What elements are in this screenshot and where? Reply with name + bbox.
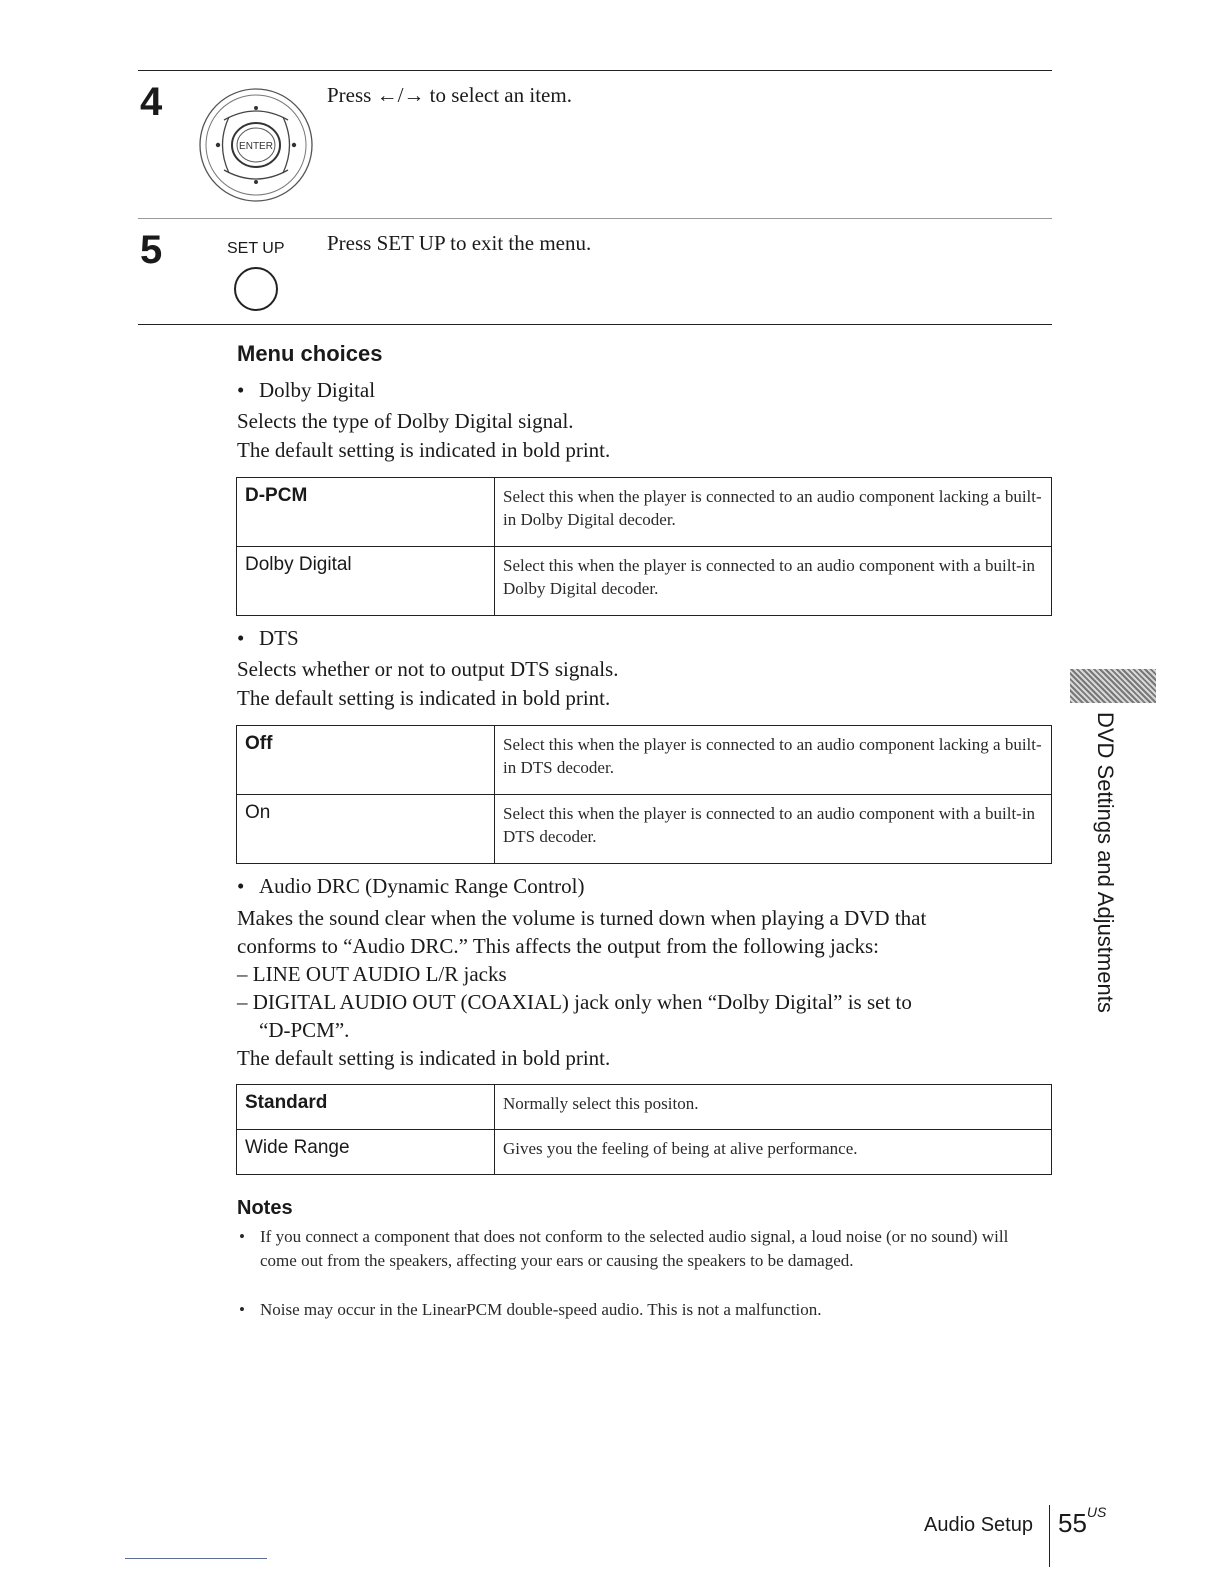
table-row [237,1130,1052,1175]
step-divider [138,218,1052,219]
dolby-bullet: • Dolby Digital [237,378,376,402]
step-4-number: 4 [140,80,163,124]
note-item: • If you connect a component that does not conform to the selected audio signal, a loud noise (or no sound) will come out from the speakers, affecting your ears or causing the speakers to be damaged. [239,1227,1009,1270]
option-name: Off [237,726,495,795]
drc-jack-1: – LINE OUT AUDIO L/R jacks [237,962,507,986]
bottom-margin-line [125,1558,267,1559]
drc-jack-2-cont: “D-PCM”. [259,1018,350,1042]
drc-bullet: • Audio DRC (Dynamic Range Control) [237,874,585,898]
dolby-options-table [236,477,1052,616]
dts-desc: Selects whether or not to output DTS signals. [237,657,619,681]
dts-bullet: • DTS [237,626,299,650]
option-desc: Select this when the player is connected to an audio component lacking a built-in DTS decoder. [495,726,1052,795]
side-tab-marker [1070,669,1156,703]
table-row [237,478,1052,547]
option-desc: Select this when the player is connected to an audio component with a built-in Dolby Digital decoder. [495,547,1052,616]
option-name: D-PCM [237,478,495,547]
option-name: Standard [237,1085,495,1130]
drc-default-note: The default setting is indicated in bold print. [237,1046,611,1070]
table-row [237,547,1052,616]
option-name: Wide Range [237,1130,495,1175]
remote-control-dpad-icon [196,86,316,204]
step-4-text: Press ←/→ to select an item. [327,83,572,107]
drc-jack-2: – DIGITAL AUDIO OUT (COAXIAL) jack only when “Dolby Digital” is set to [237,990,912,1014]
drc-desc-line-2: conforms to “Audio DRC.” This affects the output from the following jacks: [237,934,879,958]
dolby-default-note: The default setting is indicated in bold print. [237,438,611,462]
side-tab-label: DVD Settings and Adjustments [1093,712,1118,1013]
option-desc: Select this when the player is connected to an audio component lacking a built-in Dolby Digital decoder. [495,478,1052,547]
drc-options-table [236,1084,1052,1175]
option-name: On [237,795,495,864]
option-name: Dolby Digital [237,547,495,616]
option-desc: Select this when the player is connected to an audio component with a built-in DTS decoder. [495,795,1052,864]
page-number: $55^{US}$ [1058,1504,1107,1538]
option-desc: Gives you the feeling of being at alive performance. [495,1130,1052,1175]
steps-bottom-rule [138,324,1052,325]
step-5-number: 5 [140,228,163,272]
footer-divider [1049,1505,1050,1567]
dts-default-note: The default setting is indicated in bold print. [237,686,611,710]
footer-section-label: Audio Setup [924,1514,1033,1536]
table-row [237,1085,1052,1130]
dts-options-table [236,725,1052,864]
option-desc: Normally select this positon. [495,1085,1052,1130]
notes-heading: Notes [237,1197,293,1219]
drc-desc-line-1: Makes the sound clear when the volume is turned down when playing a DVD that [237,906,927,930]
svg-text:ENTER: ENTER [239,141,273,152]
table-row [237,795,1052,864]
menu-choices-heading: Menu choices [237,341,383,366]
dolby-desc: Selects the type of Dolby Digital signal. [237,409,574,433]
step-5-text: Press SET UP to exit the menu. [327,231,592,255]
setup-button-icon [232,266,282,316]
note-item: • Noise may occur in the LinearPCM double-speed audio. This is not a malfunction. [239,1300,822,1319]
top-rule [138,70,1052,71]
setup-button-label: SET UP [227,240,285,257]
table-row [237,726,1052,795]
